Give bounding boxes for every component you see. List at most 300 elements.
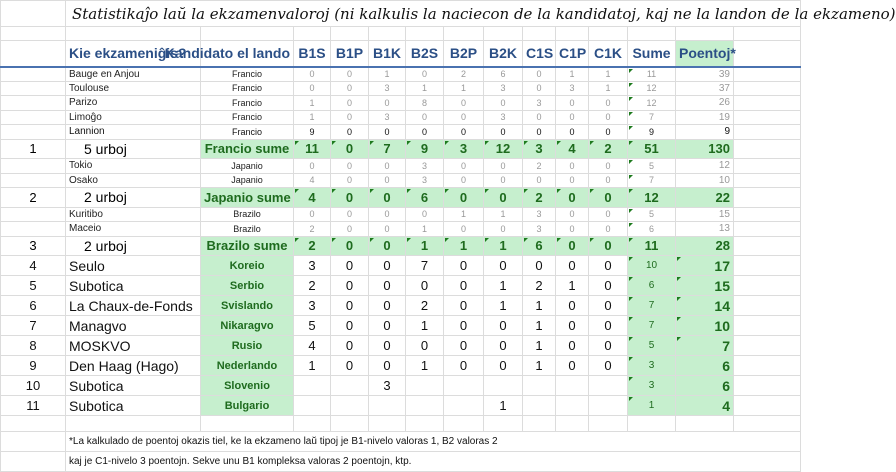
score-b1s[interactable]: 0 (294, 159, 331, 174)
row-number[interactable]: 2 (1, 188, 66, 208)
row-number[interactable]: 4 (1, 256, 66, 276)
cell[interactable] (676, 27, 734, 41)
score-b1p[interactable]: 0 (331, 139, 369, 159)
score-b2s[interactable] (406, 396, 444, 416)
score-c1k[interactable] (589, 376, 628, 396)
cell[interactable] (523, 416, 556, 432)
score-b2k[interactable]: 1 (484, 296, 523, 316)
score-c1s[interactable]: 1 (523, 296, 556, 316)
score-b2s[interactable]: 1 (406, 356, 444, 376)
score-b2p[interactable] (444, 376, 484, 396)
score-b1k[interactable]: 0 (369, 356, 406, 376)
score-b1p[interactable]: 0 (331, 67, 369, 82)
score-b2k[interactable]: 0 (484, 125, 523, 140)
country-cell[interactable]: Japanio (201, 173, 294, 188)
points-cell[interactable]: 22 (676, 188, 734, 208)
country-cell[interactable]: Svislando (201, 296, 294, 316)
cell[interactable] (628, 416, 676, 432)
score-b2s[interactable]: 3 (406, 159, 444, 174)
score-b2s[interactable]: 1 (406, 316, 444, 336)
cell[interactable] (734, 110, 801, 125)
score-b1k[interactable]: 0 (369, 125, 406, 140)
score-b2p[interactable]: 0 (444, 296, 484, 316)
points-cell[interactable]: 6 (676, 356, 734, 376)
score-c1p[interactable]: 1 (556, 276, 589, 296)
points-cell[interactable]: 13 (676, 222, 734, 237)
score-c1k[interactable]: 0 (589, 188, 628, 208)
country-cell[interactable]: Francio sume (201, 139, 294, 159)
score-c1p[interactable]: 0 (556, 236, 589, 256)
location-cell[interactable]: Limoĝo (66, 110, 201, 125)
score-b1k[interactable]: 0 (369, 173, 406, 188)
score-b2p[interactable]: 0 (444, 256, 484, 276)
sume-cell[interactable]: 3 (628, 376, 676, 396)
score-c1k[interactable]: 0 (589, 207, 628, 222)
score-c1k[interactable]: 0 (589, 356, 628, 376)
header-b2k[interactable]: B2K (484, 41, 523, 67)
country-cell[interactable]: Brazilo (201, 222, 294, 237)
score-c1p[interactable] (556, 396, 589, 416)
score-b1s[interactable]: 1 (294, 356, 331, 376)
row-number[interactable]: 7 (1, 316, 66, 336)
location-cell[interactable]: Subotica (66, 276, 201, 296)
score-b2s[interactable]: 6 (406, 188, 444, 208)
location-cell[interactable]: MOSKVO (66, 336, 201, 356)
row-number[interactable]: 1 (1, 139, 66, 159)
country-cell[interactable]: Francio (201, 96, 294, 111)
header-b1p[interactable]: B1P (331, 41, 369, 67)
sume-cell[interactable]: 12 (628, 96, 676, 111)
sume-cell[interactable]: 7 (628, 296, 676, 316)
footnote-line[interactable]: kaj je C1-nivelo 3 poentojn. Sekve unu B1 kompleksa valoras 2 poentojn, ktp. (66, 452, 801, 472)
score-c1s[interactable] (523, 396, 556, 416)
cell[interactable] (331, 27, 369, 41)
score-b2k[interactable]: 12 (484, 139, 523, 159)
score-c1s[interactable]: 1 (523, 316, 556, 336)
score-b1k[interactable]: 0 (369, 296, 406, 316)
score-b2s[interactable]: 8 (406, 96, 444, 111)
score-b1p[interactable]: 0 (331, 316, 369, 336)
cell[interactable] (734, 173, 801, 188)
header-sume[interactable]: Sume (628, 41, 676, 67)
score-b1k[interactable]: 0 (369, 316, 406, 336)
score-c1p[interactable]: 0 (556, 96, 589, 111)
score-c1p[interactable]: 0 (556, 222, 589, 237)
score-b1s[interactable] (294, 376, 331, 396)
score-b2p[interactable]: 1 (444, 81, 484, 96)
score-b2k[interactable]: 0 (484, 188, 523, 208)
score-b2p[interactable]: 0 (444, 159, 484, 174)
score-b1s[interactable]: 9 (294, 125, 331, 140)
score-c1k[interactable]: 0 (589, 173, 628, 188)
location-cell[interactable]: 2 urboj (66, 236, 201, 256)
score-b1p[interactable]: 0 (331, 256, 369, 276)
score-b1k[interactable]: 1 (369, 67, 406, 82)
score-b1s[interactable]: 0 (294, 67, 331, 82)
score-c1s[interactable]: 2 (523, 159, 556, 174)
header-b1s[interactable]: B1S (294, 41, 331, 67)
country-cell[interactable]: Francio (201, 81, 294, 96)
cell[interactable] (734, 81, 801, 96)
score-b1p[interactable]: 0 (331, 207, 369, 222)
cell[interactable] (294, 416, 331, 432)
points-cell[interactable]: 7 (676, 336, 734, 356)
cell[interactable] (734, 236, 801, 256)
score-b2k[interactable]: 0 (484, 222, 523, 237)
country-cell[interactable]: Nikaragvo (201, 316, 294, 336)
score-c1s[interactable]: 2 (523, 276, 556, 296)
score-c1k[interactable] (589, 396, 628, 416)
score-c1k[interactable]: 0 (589, 96, 628, 111)
cell[interactable] (66, 416, 201, 432)
score-b1k[interactable]: 0 (369, 236, 406, 256)
score-c1s[interactable]: 0 (523, 173, 556, 188)
score-c1k[interactable]: 0 (589, 236, 628, 256)
cell[interactable] (734, 276, 801, 296)
cell[interactable] (1, 432, 66, 452)
score-c1p[interactable]: 4 (556, 139, 589, 159)
row-number[interactable]: 9 (1, 356, 66, 376)
cell[interactable] (734, 27, 801, 41)
header-country[interactable] (164, 41, 294, 67)
location-cell[interactable]: Parizo (66, 96, 201, 111)
score-c1k[interactable]: 0 (589, 222, 628, 237)
cell[interactable] (556, 27, 589, 41)
location-cell[interactable]: Bauge en Anjou (66, 67, 201, 82)
points-cell[interactable]: 10 (676, 173, 734, 188)
row-number[interactable]: 11 (1, 396, 66, 416)
points-cell[interactable]: 15 (676, 207, 734, 222)
score-c1s[interactable]: 1 (523, 336, 556, 356)
cell[interactable] (66, 27, 201, 41)
score-b1s[interactable]: 5 (294, 316, 331, 336)
location-cell[interactable]: La Chaux-de-Fonds (66, 296, 201, 316)
score-b1p[interactable]: 0 (331, 173, 369, 188)
points-cell[interactable]: 12 (676, 159, 734, 174)
score-c1p[interactable]: 3 (556, 81, 589, 96)
score-b2p[interactable]: 0 (444, 222, 484, 237)
score-b1s[interactable]: 2 (294, 236, 331, 256)
score-c1p[interactable]: 1 (556, 67, 589, 82)
score-b2p[interactable]: 0 (444, 96, 484, 111)
score-b1p[interactable]: 0 (331, 125, 369, 140)
cell[interactable] (734, 396, 801, 416)
score-b1s[interactable]: 4 (294, 336, 331, 356)
cell[interactable] (1, 416, 66, 432)
location-cell[interactable]: Subotica (66, 376, 201, 396)
score-b1k[interactable]: 0 (369, 336, 406, 356)
row-number[interactable] (1, 159, 66, 174)
sume-cell[interactable]: 3 (628, 356, 676, 376)
score-c1k[interactable]: 0 (589, 110, 628, 125)
score-b1s[interactable]: 2 (294, 222, 331, 237)
score-b2p[interactable]: 0 (444, 173, 484, 188)
country-cell[interactable]: Japanio (201, 159, 294, 174)
cell[interactable] (734, 96, 801, 111)
row-number[interactable] (1, 110, 66, 125)
country-cell[interactable]: Francio (201, 125, 294, 140)
cell[interactable] (369, 416, 406, 432)
cell[interactable] (589, 27, 628, 41)
score-c1p[interactable]: 0 (556, 173, 589, 188)
points-cell[interactable]: 17 (676, 256, 734, 276)
location-cell[interactable]: Toulouse (66, 81, 201, 96)
score-b2k[interactable]: 3 (484, 81, 523, 96)
cell[interactable] (734, 159, 801, 174)
score-b1s[interactable]: 0 (294, 81, 331, 96)
score-b2p[interactable]: 0 (444, 125, 484, 140)
score-b1s[interactable]: 11 (294, 139, 331, 159)
location-cell[interactable]: Lannion (66, 125, 201, 140)
score-b2p[interactable]: 1 (444, 207, 484, 222)
score-b1p[interactable]: 0 (331, 236, 369, 256)
points-cell[interactable]: 28 (676, 236, 734, 256)
score-c1s[interactable]: 0 (523, 110, 556, 125)
country-cell[interactable]: Slovenio (201, 376, 294, 396)
score-b2s[interactable]: 0 (406, 336, 444, 356)
score-b2s[interactable]: 0 (406, 276, 444, 296)
points-cell[interactable]: 6 (676, 376, 734, 396)
cell[interactable] (734, 188, 801, 208)
score-b1p[interactable]: 0 (331, 356, 369, 376)
cell[interactable] (484, 416, 523, 432)
score-b1k[interactable]: 0 (369, 222, 406, 237)
score-b2k[interactable]: 1 (484, 236, 523, 256)
score-b1k[interactable]: 3 (369, 376, 406, 396)
score-c1s[interactable] (523, 376, 556, 396)
score-b2s[interactable]: 2 (406, 296, 444, 316)
score-b2k[interactable]: 0 (484, 159, 523, 174)
cell[interactable] (201, 27, 294, 41)
score-b1k[interactable] (369, 396, 406, 416)
cell[interactable] (406, 416, 444, 432)
cell[interactable] (734, 296, 801, 316)
cell[interactable] (734, 139, 801, 159)
score-c1k[interactable]: 0 (589, 296, 628, 316)
score-b1p[interactable] (331, 396, 369, 416)
score-c1p[interactable]: 0 (556, 316, 589, 336)
cell[interactable] (1, 41, 66, 67)
cell[interactable] (734, 416, 801, 432)
header-c1k[interactable]: C1K (589, 41, 628, 67)
score-b2p[interactable]: 1 (444, 236, 484, 256)
score-b1p[interactable]: 0 (331, 276, 369, 296)
score-c1s[interactable]: 3 (523, 96, 556, 111)
sume-cell[interactable]: 5 (628, 159, 676, 174)
sume-cell[interactable]: 11 (628, 236, 676, 256)
cell[interactable] (1, 1, 66, 27)
score-c1s[interactable]: 6 (523, 236, 556, 256)
score-b1p[interactable]: 0 (331, 188, 369, 208)
score-b1p[interactable]: 0 (331, 81, 369, 96)
score-c1k[interactable]: 1 (589, 81, 628, 96)
cell[interactable] (444, 27, 484, 41)
cell[interactable] (734, 125, 801, 140)
score-b2s[interactable]: 0 (406, 110, 444, 125)
score-b1p[interactable]: 0 (331, 222, 369, 237)
row-number[interactable]: 6 (1, 296, 66, 316)
score-b1s[interactable]: 1 (294, 96, 331, 111)
cell[interactable] (734, 316, 801, 336)
points-cell[interactable]: 9 (676, 125, 734, 140)
sume-cell[interactable]: 51 (628, 139, 676, 159)
score-b2k[interactable]: 0 (484, 336, 523, 356)
cell[interactable] (1, 27, 66, 41)
header-b1k[interactable]: B1K (369, 41, 406, 67)
score-b2p[interactable]: 2 (444, 67, 484, 82)
points-cell[interactable]: 19 (676, 110, 734, 125)
score-c1p[interactable]: 0 (556, 356, 589, 376)
score-b1s[interactable] (294, 396, 331, 416)
sheet-title[interactable]: Statistikaĵo laŭ la ekzamenvaloroj (ni kalkulis la naciecon de la kandidatoj, kaj ne la landon de la ekzameno) (66, 1, 801, 27)
sume-cell[interactable]: 12 (628, 188, 676, 208)
row-number[interactable] (1, 222, 66, 237)
score-b2p[interactable] (444, 396, 484, 416)
score-b2s[interactable]: 0 (406, 125, 444, 140)
score-b2k[interactable]: 0 (484, 316, 523, 336)
country-cell[interactable]: Japanio sume (201, 188, 294, 208)
country-cell[interactable]: Bulgario (201, 396, 294, 416)
score-c1s[interactable]: 3 (523, 139, 556, 159)
location-cell[interactable]: Maceio (66, 222, 201, 237)
score-b2s[interactable]: 1 (406, 222, 444, 237)
sume-cell[interactable]: 11 (628, 67, 676, 82)
points-cell[interactable]: 10 (676, 316, 734, 336)
score-c1s[interactable]: 0 (523, 256, 556, 276)
sume-cell[interactable]: 7 (628, 316, 676, 336)
location-cell[interactable]: Osako (66, 173, 201, 188)
country-cell[interactable]: Serbio (201, 276, 294, 296)
score-b1s[interactable]: 0 (294, 207, 331, 222)
score-c1k[interactable]: 2 (589, 139, 628, 159)
score-c1p[interactable]: 0 (556, 159, 589, 174)
country-cell[interactable]: Nederlando (201, 356, 294, 376)
cell[interactable] (331, 416, 369, 432)
score-c1p[interactable] (556, 376, 589, 396)
sume-cell[interactable]: 10 (628, 256, 676, 276)
sume-cell[interactable]: 12 (628, 81, 676, 96)
score-b2s[interactable]: 0 (406, 67, 444, 82)
points-cell[interactable]: 15 (676, 276, 734, 296)
score-b2k[interactable] (484, 376, 523, 396)
score-b2s[interactable]: 3 (406, 173, 444, 188)
cell[interactable] (523, 27, 556, 41)
score-c1k[interactable]: 0 (589, 336, 628, 356)
score-b1p[interactable]: 0 (331, 110, 369, 125)
cell[interactable] (734, 356, 801, 376)
score-b2s[interactable]: 1 (406, 236, 444, 256)
location-cell[interactable]: Seulo (66, 256, 201, 276)
cell[interactable] (406, 27, 444, 41)
cell[interactable] (556, 416, 589, 432)
points-cell[interactable]: 39 (676, 67, 734, 82)
score-b1k[interactable]: 0 (369, 96, 406, 111)
score-c1s[interactable]: 3 (523, 222, 556, 237)
sume-cell[interactable]: 7 (628, 110, 676, 125)
score-b2p[interactable]: 0 (444, 276, 484, 296)
points-cell[interactable]: 37 (676, 81, 734, 96)
score-b2p[interactable]: 0 (444, 110, 484, 125)
score-b2k[interactable]: 0 (484, 356, 523, 376)
cell[interactable] (734, 207, 801, 222)
score-c1p[interactable]: 0 (556, 207, 589, 222)
score-c1s[interactable]: 0 (523, 125, 556, 140)
score-b2s[interactable]: 0 (406, 207, 444, 222)
score-b2k[interactable]: 0 (484, 256, 523, 276)
row-number[interactable] (1, 96, 66, 111)
location-cell[interactable]: Subotica (66, 396, 201, 416)
sume-cell[interactable]: 5 (628, 336, 676, 356)
score-b2k[interactable]: 0 (484, 173, 523, 188)
score-c1s[interactable]: 3 (523, 207, 556, 222)
score-c1k[interactable]: 0 (589, 316, 628, 336)
score-b2p[interactable]: 0 (444, 356, 484, 376)
score-b2p[interactable]: 3 (444, 139, 484, 159)
score-c1p[interactable]: 0 (556, 296, 589, 316)
score-b2k[interactable]: 1 (484, 207, 523, 222)
score-b1p[interactable]: 0 (331, 96, 369, 111)
score-b2s[interactable]: 9 (406, 139, 444, 159)
country-cell[interactable]: Brazilo (201, 207, 294, 222)
score-b2k[interactable]: 1 (484, 396, 523, 416)
country-cell[interactable]: Rusio (201, 336, 294, 356)
score-c1s[interactable]: 1 (523, 356, 556, 376)
score-b1k[interactable]: 3 (369, 110, 406, 125)
row-number[interactable]: 10 (1, 376, 66, 396)
score-b2p[interactable]: 0 (444, 316, 484, 336)
points-cell[interactable]: 14 (676, 296, 734, 316)
score-b1s[interactable]: 2 (294, 276, 331, 296)
location-cell[interactable]: Kuritibo (66, 207, 201, 222)
score-c1p[interactable]: 0 (556, 336, 589, 356)
cell[interactable] (734, 222, 801, 237)
score-b1k[interactable]: 3 (369, 81, 406, 96)
header-points[interactable]: Poentoj* (676, 41, 734, 67)
score-c1s[interactable]: 0 (523, 81, 556, 96)
score-c1p[interactable]: 0 (556, 125, 589, 140)
cell[interactable] (1, 452, 66, 472)
score-c1k[interactable]: 0 (589, 159, 628, 174)
score-b2k[interactable]: 3 (484, 110, 523, 125)
score-c1k[interactable]: 0 (589, 256, 628, 276)
score-c1p[interactable]: 0 (556, 188, 589, 208)
location-cell[interactable]: Tokio (66, 159, 201, 174)
country-cell[interactable]: Francio (201, 110, 294, 125)
footnote-line[interactable]: *La kalkulado de poentoj okazis tiel, ke la ekzameno laŭ tipoj je B1-nivelo valoras 1, B2 valoras 2 (66, 432, 801, 452)
row-number[interactable]: 8 (1, 336, 66, 356)
score-b1p[interactable]: 0 (331, 159, 369, 174)
score-b1p[interactable] (331, 376, 369, 396)
location-cell[interactable]: Managvo (66, 316, 201, 336)
score-b1k[interactable]: 0 (369, 276, 406, 296)
cell[interactable] (734, 376, 801, 396)
score-b2s[interactable]: 1 (406, 81, 444, 96)
cell[interactable] (201, 416, 294, 432)
sume-cell[interactable]: 1 (628, 396, 676, 416)
score-c1s[interactable]: 2 (523, 188, 556, 208)
score-b1k[interactable]: 7 (369, 139, 406, 159)
row-number[interactable] (1, 81, 66, 96)
header-b2p[interactable]: B2P (444, 41, 484, 67)
points-cell[interactable]: 26 (676, 96, 734, 111)
score-b1s[interactable]: 3 (294, 256, 331, 276)
score-b1k[interactable]: 0 (369, 256, 406, 276)
header-c1s[interactable]: C1S (523, 41, 556, 67)
score-b2s[interactable] (406, 376, 444, 396)
cell[interactable] (369, 27, 406, 41)
country-cell[interactable]: Brazilo sume (201, 236, 294, 256)
sume-cell[interactable]: 7 (628, 173, 676, 188)
